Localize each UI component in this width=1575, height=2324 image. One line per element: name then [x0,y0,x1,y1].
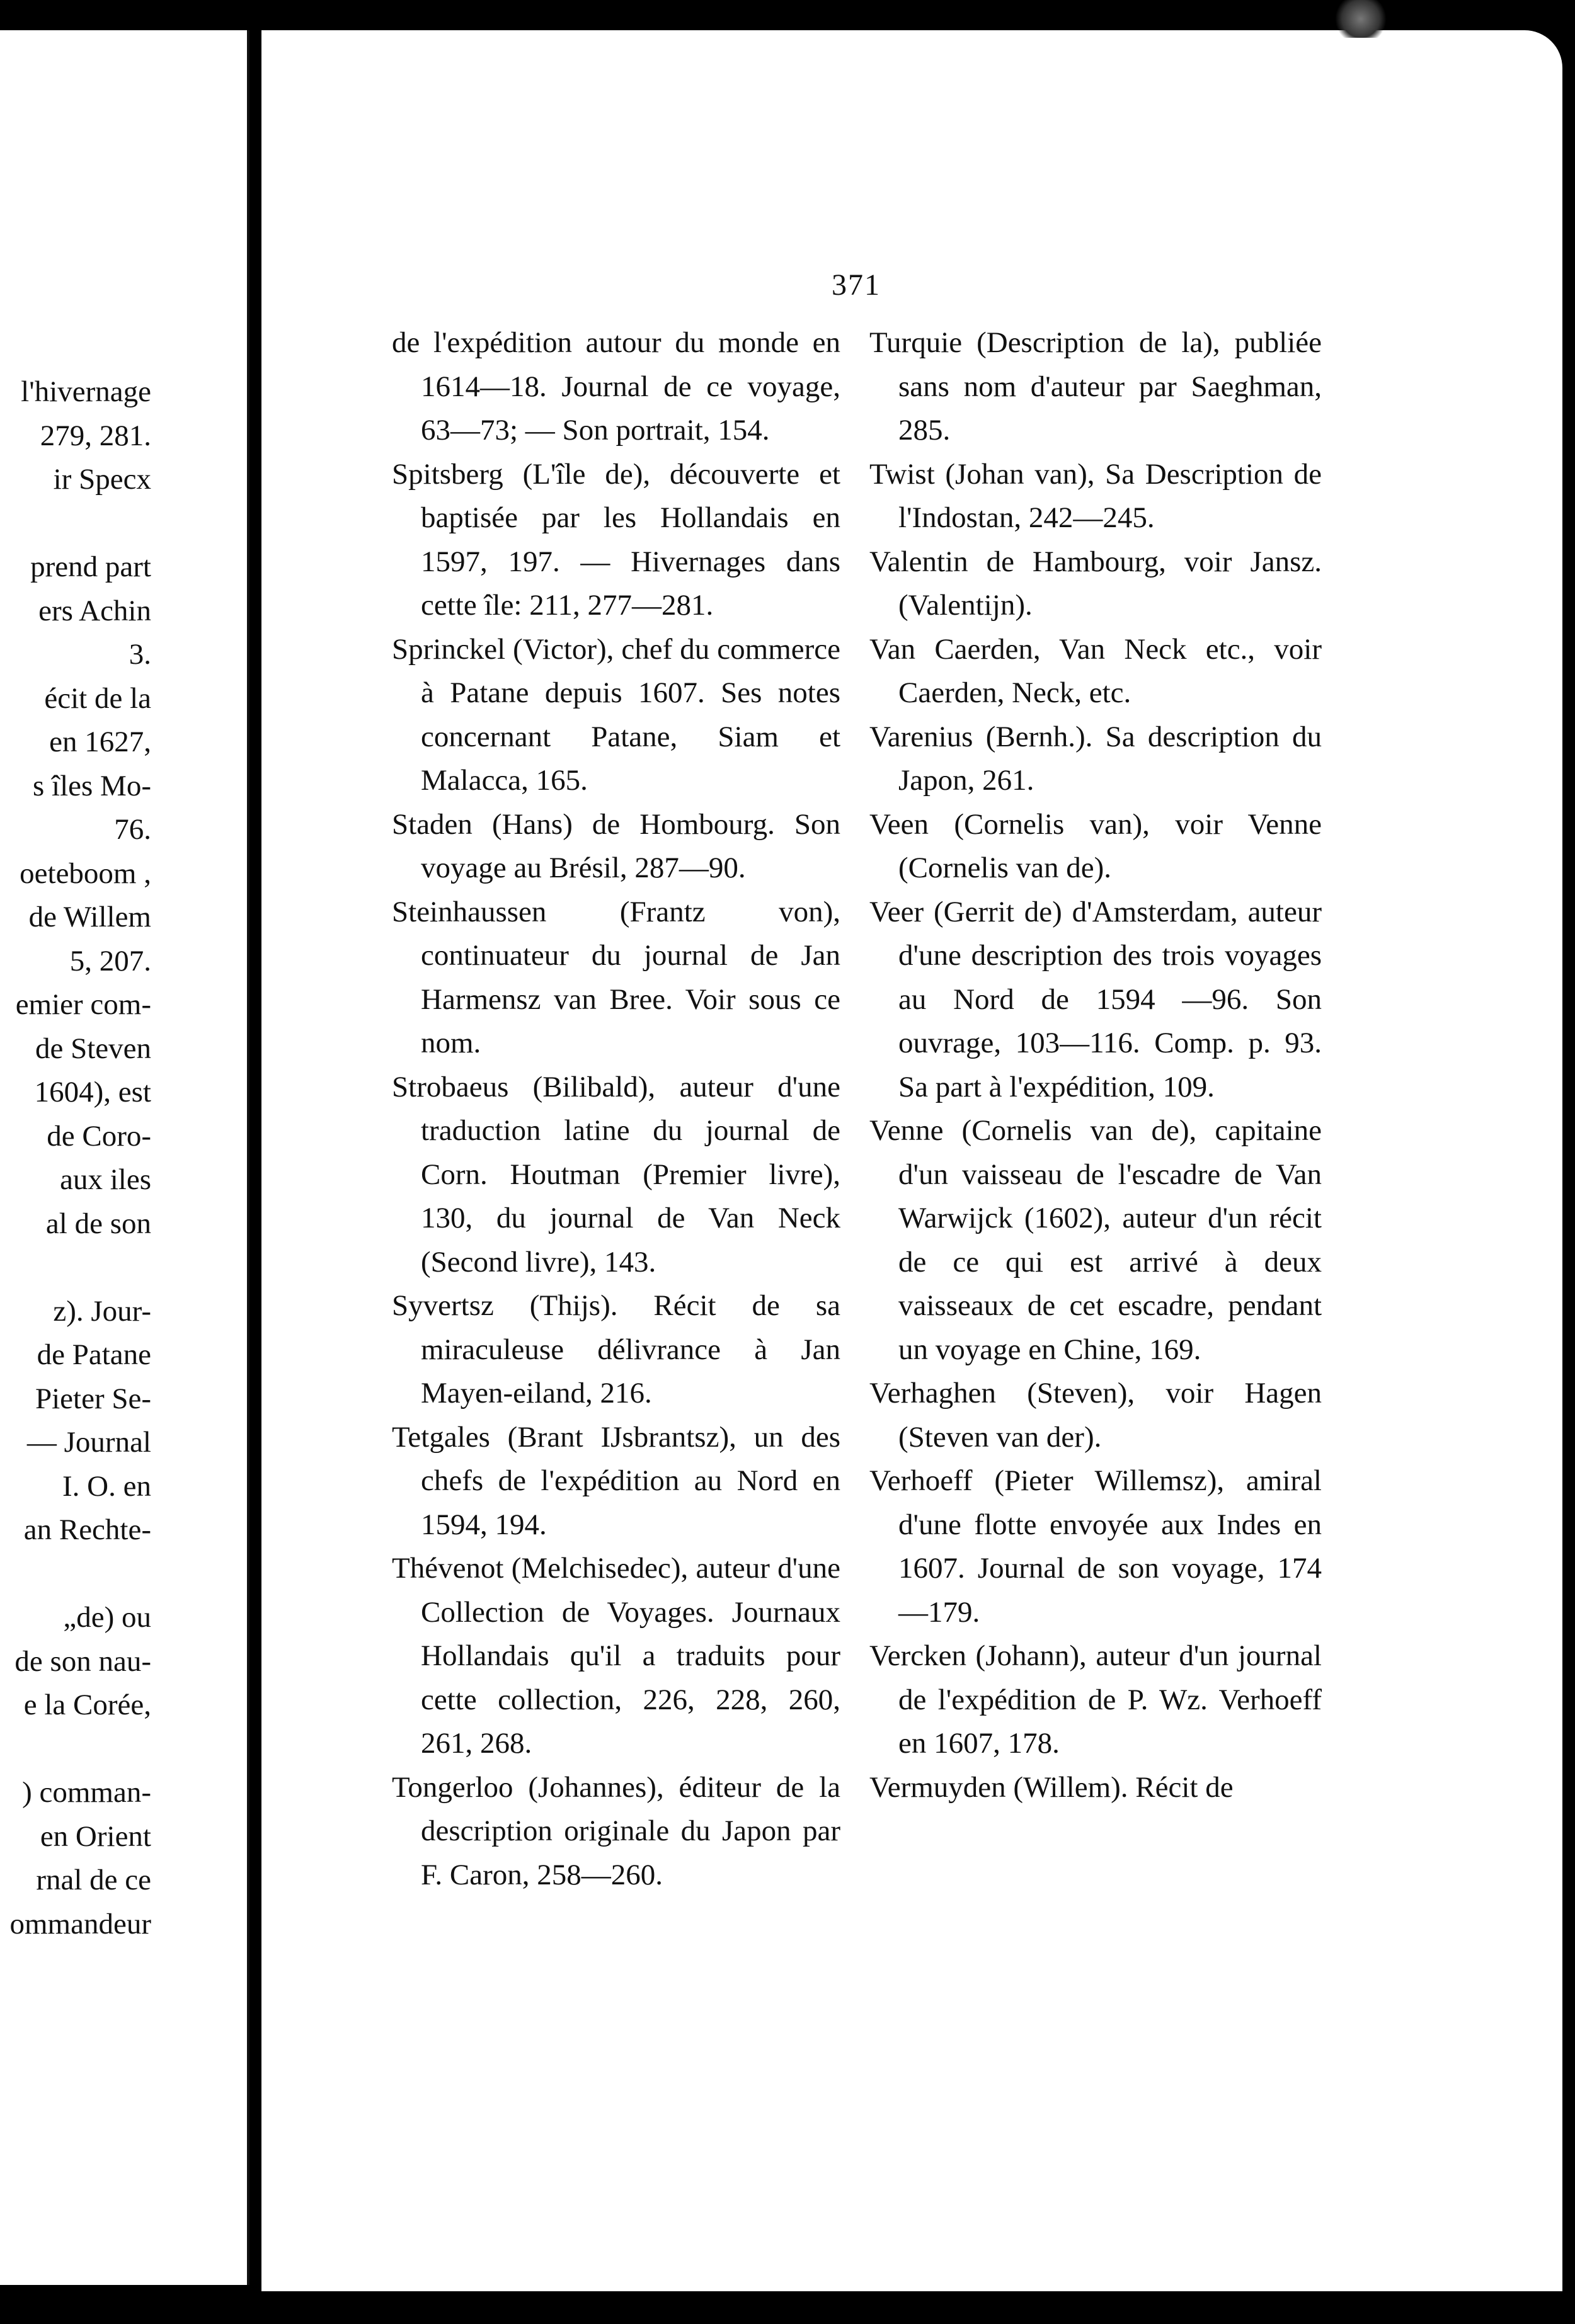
page-number: 371 [832,268,881,302]
text-fragment: z). Jour- [53,1294,151,1328]
index-entry: Vermuyden (Willem). Récit de [869,1770,1234,1804]
index-entry: de l'expédition autour du monde en 1614—18. Journal de ce voyage, 63—73; — Son portrait, 154. [392,326,840,447]
index-entry: Syvertsz (Thijs). Récit de sa miraculeuse délivrance à Jan Mayen-eiland, 216. [392,1289,840,1410]
text-fragment: 3. [129,638,151,671]
text-fragment: de Patane [37,1338,151,1371]
index-entry: Strobaeus (Bilibald), auteur d'une traduction latine du journal de Corn. Houtman (Premier livre), 130, du journal de Van Neck (Second livre), 143. [392,1070,840,1279]
text-fragment: I. O. en [62,1469,151,1503]
text-fragment: ) comman- [22,1776,151,1809]
text-fragment: emier com- [15,988,151,1021]
text-fragment: ir Specx [53,463,151,496]
index-entry: Veer (Gerrit de) d'Amsterdam, auteur d'une description des trois voyages au Nord de 1594 —96. Son ouvrage, 103—116. Comp. p. 93. Sa part à l'expédition, 109. [869,895,1322,1103]
index-column-left [392,321,840,1897]
text-fragment: écit de la [44,681,151,715]
index-entry: Verhaghen (Steven), voir Hagen (Steven van der). [869,1377,1322,1454]
text-fragment: de son nau- [14,1644,151,1678]
index-entry: Tongerloo (Johannes), éditeur de la description originale du Japon par F. Caron, 258—260. [392,1770,840,1891]
index-entry: Venne (Cornelis van de), capitaine d'un vaisseau de l'escadre de Van Warwijck (1602), auteur d'un récit de ce qui est arrivé à deux vaisseaux de cet escadre, pendant un voyage en Chine, 169. [869,1114,1322,1366]
text-fragment: rnal de ce [36,1864,151,1896]
text-fragment: 279, 281. [40,419,151,452]
text-fragment [0,1552,151,1597]
text-fragment: 5, 207. [69,944,151,977]
index-entry: Vercken (Johann), auteur d'un journal de l'expédition de P. Wz. Verhoeff en 1607, 178. [869,1639,1322,1760]
index-entry: Thévenot (Melchisedec), auteur d'une Collection de Voyages. Journaux Hollandais qu'il a traduits pour cette collection, 226, 228, 260, 261, 268. [392,1552,840,1760]
text-fragment: „de) ou [63,1601,151,1634]
text-fragment: ommandeur [9,1907,151,1940]
text-fragment: de Willem [28,901,151,933]
index-column-right [869,321,1322,1809]
text-fragment: an Rechte- [23,1513,151,1546]
text-fragment: s îles Mo- [33,769,151,802]
text-fragment: aux iles [60,1163,151,1196]
text-fragment: en Orient [40,1820,151,1853]
text-fragment: ers Achin [38,594,151,627]
previous-page-column [0,370,151,1946]
index-entry: Tetgales (Brant IJsbrantsz), un des chefs de l'expédition au Nord en 1594, 194. [392,1420,840,1541]
text-fragment: prend part [30,550,151,583]
page-stain [1332,0,1389,38]
index-entry: Turquie (Description de la), publiée sans nom d'auteur par Saeghman, 285. [869,326,1322,447]
previous-page [0,30,249,2285]
index-entry: Sprinckel (Victor), chef du commerce à Patane depuis 1607. Ses notes concernant Patane, Siam et Malacca, 165. [392,632,840,797]
text-fragment: al de son [45,1207,151,1240]
index-entry: Veen (Cornelis van), voir Venne (Cornelis van de). [869,807,1322,884]
index-entry: Varenius (Bernh.). Sa description du Japon, 261. [869,720,1322,797]
text-fragment: 76. [114,813,151,846]
text-fragment: de Coro- [47,1119,151,1153]
text-fragment [0,1728,151,1772]
index-entry: Valentin de Hambourg, voir Jansz. (Valentijn). [869,545,1322,622]
text-fragment: 1604), est [34,1076,151,1108]
index-entry: Van Caerden, Van Neck etc., voir Caerden, Neck, etc. [869,632,1322,709]
index-entry: Verhoeff (Pieter Willemsz), amiral d'une flotte envoyée aux Indes en 1607. Journal de son voyage, 174—179. [869,1464,1322,1629]
text-fragment: e la Corée, [23,1689,151,1721]
index-entry: Spitsberg (L'île de), découverte et baptisée par les Hollandais en 1597, 197. — Hivernages dans cette île: 211, 277—281. [392,457,840,622]
text-fragment: Pieter Se- [35,1382,151,1415]
index-entry: Staden (Hans) de Hombourg. Son voyage au Brésil, 287—90. [392,807,840,884]
index-entry: Twist (Johan van), Sa Description de l'Indostan, 242—245. [869,457,1322,534]
text-fragment: — Journal [26,1426,151,1459]
text-fragment [0,1246,151,1290]
text-fragment [0,502,151,546]
text-fragment: de Steven [35,1032,151,1065]
text-fragment: oeteboom , [20,857,151,890]
index-entry: Steinhaussen (Frantz von), continuateur du journal de Jan Harmensz van Bree. Voir sous ce nom. [392,895,840,1059]
text-fragment: l'hivernage [21,375,151,408]
text-fragment: en 1627, [49,726,151,758]
